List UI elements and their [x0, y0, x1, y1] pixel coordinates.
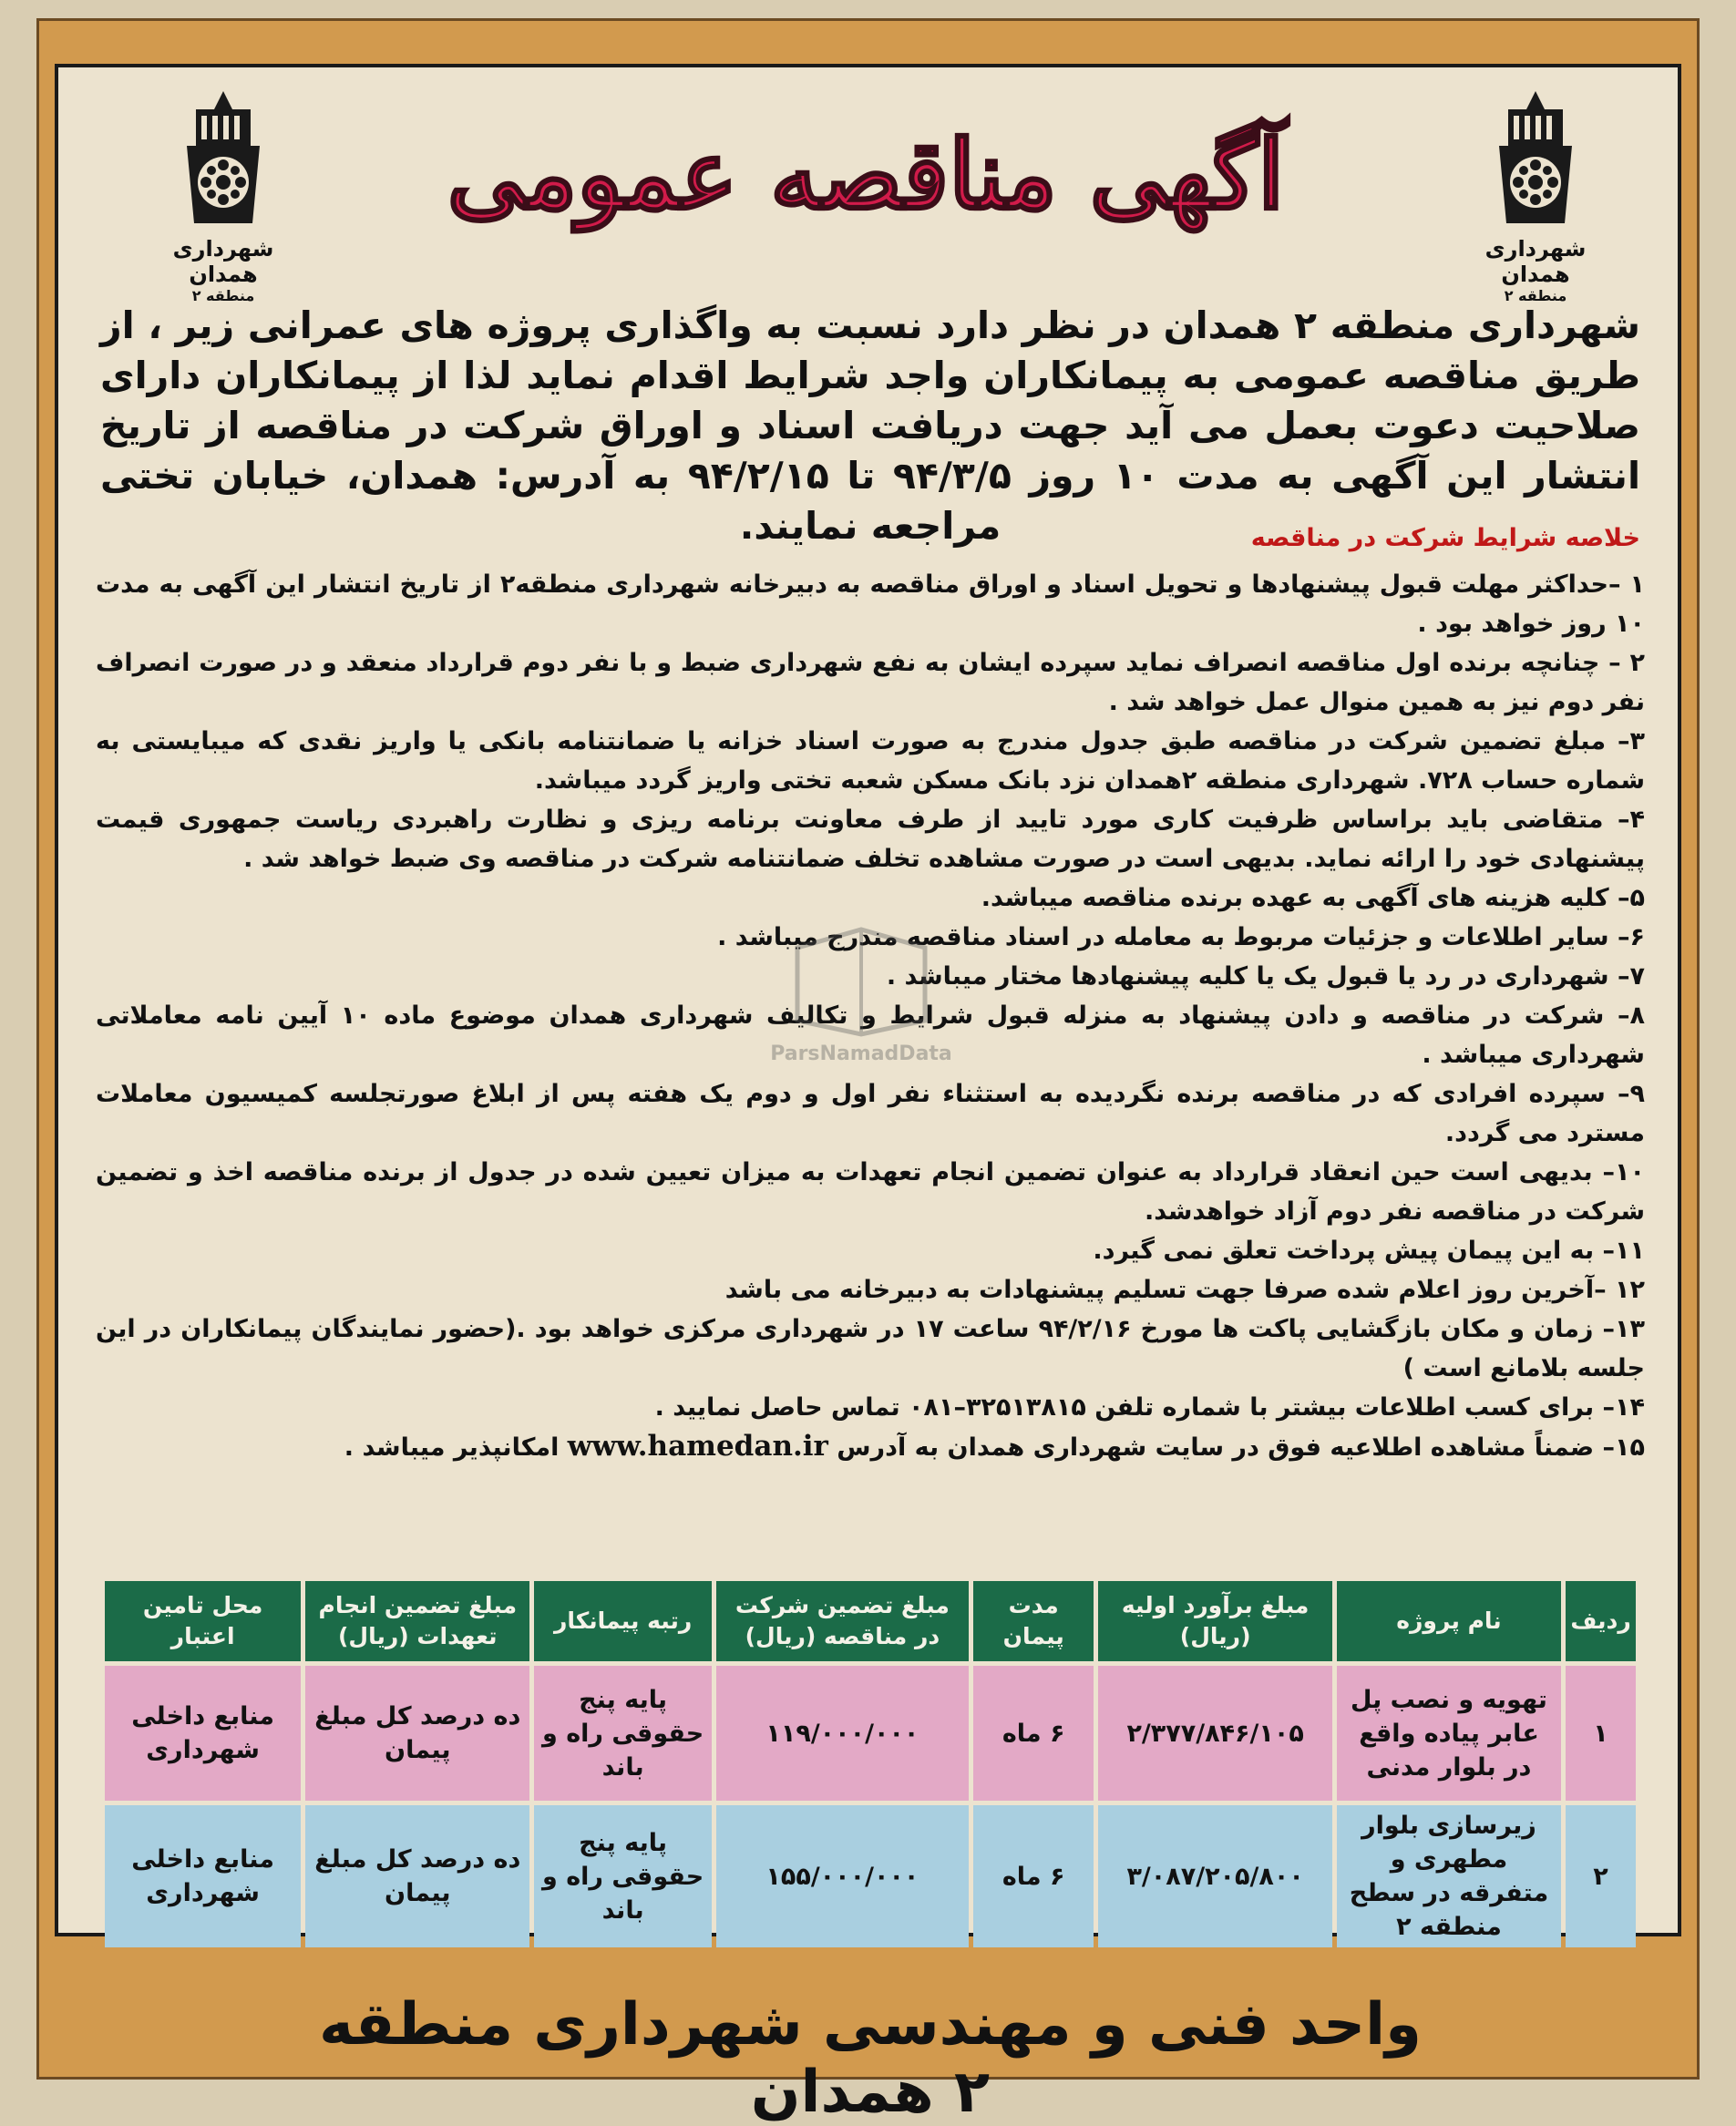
header-cell: محل تامین اعتبار: [105, 1581, 301, 1661]
header-cell: رتبه پیمانکار: [534, 1581, 711, 1661]
cell-duration: ۶ ماه: [973, 1666, 1094, 1801]
watermark: [693, 920, 1030, 1103]
condition-item: ۱۱– به این پیمان پیش پرداخت تعلق نمی گیرد.: [1093, 1237, 1645, 1265]
condition-item: ۸– شرکت در مناقصه و دادن پیشنهاد به منزله قبول شرایط و تکالیف شهرداری همدان موضوع ماده ۱۰ آیین نامه معاملاتی شهرداری میباشد .: [96, 1001, 1645, 1069]
projects-table: [100, 1577, 1640, 1952]
cell-performance-guarantee: ده درصد کل مبلغ پیمان: [305, 1805, 529, 1947]
condition-item: ۱۰– بدیهی است حین انعقاد قرارداد به عنوان تضمین انجام تعهدات به میزان تعیین شده در جدول از برنده مناقصه اخذ و تضمین شرکت در مناقصه نفر دوم آزاد خواهدشد.: [96, 1158, 1645, 1226]
footer-department: واحد فنی و مهندسی شهرداری منطقه ۲ همدان: [319, 1991, 1422, 2126]
cell-contractor-rank: پایه پنج حقوقی راه و باند: [534, 1666, 711, 1801]
header-cell: ردیف: [1566, 1581, 1636, 1661]
table-header-row: [105, 1581, 1636, 1661]
table-row: [105, 1666, 1636, 1801]
municipality-logo-left: [137, 87, 310, 304]
condition-item: ۱۲ –آخرین روز اعلام شده صرفا جهت تسلیم پیشنهادات به دبیرخانه می باشد: [724, 1276, 1645, 1304]
condition-item: ۶– سایر اطلاعات و جزئیات مربوط به معامله در اسناد مناقصه مندرج میباشد .: [717, 923, 1645, 951]
cell-row-number: ۲: [1566, 1805, 1636, 1947]
table-row: [105, 1805, 1636, 1947]
condition-item: ۵– کلیه هزینه های آگهی به عهده برنده مناقصه میباشد.: [981, 884, 1645, 912]
ad-title: آگهی مناقصه عمومی: [447, 118, 1285, 231]
header-cell: مبلغ برآورد اولیه (ریال): [1098, 1581, 1332, 1661]
cell-estimate: ۳/۰۸۷/۲۰۵/۸۰۰: [1098, 1805, 1332, 1947]
logo-name: شهرداری همدان: [172, 236, 274, 287]
header-cell: مبلغ تضمین انجام تعهدات (ریال): [305, 1581, 529, 1661]
condition-item: ۹– سپرده افرادی که در مناقصه برنده نگردیده به استثناء نفر اول و دوم یک هفته پس از ابلاغ صورتجلسه کمیسیون معاملات مسترد می گردد.: [96, 1080, 1645, 1147]
condition-item: ۷– شهرداری در رد یا قبول یک یا کلیه پیشنهادها مختار میباشد .: [886, 962, 1645, 991]
cell-project-name: تهویه و نصب پل عابر پیاده واقع در بلوار مدنی: [1337, 1666, 1561, 1801]
watermark-book-icon: [788, 920, 934, 1039]
condition-text-after: امکانپذیر میباشد .: [344, 1433, 560, 1462]
condition-item: ۱۳– زمان و مکان بازگشایی پاکت ها مورخ ۹۴/۲/۱۶ ساعت ۱۷ در شهرداری مرکزی خواهد بود .(حضور نمایندگان پیمانکاران در این جلسه بلامانع است ): [96, 1315, 1646, 1382]
conditions-heading: خلاصه شرایط شرکت در مناقصه: [1250, 524, 1640, 552]
cell-bid-guarantee: ۱۵۵/۰۰۰/۰۰۰: [716, 1805, 969, 1947]
cell-funding-source: منابع داخلی شهرداری: [105, 1666, 301, 1801]
condition-item: ۲ – چنانچه برنده اول مناقصه انصراف نماید سپرده ایشان به نفع شهرداری ضبط و با نفر دوم قرارداد منعقد و در صورت انصراف نفر دوم نیز به همین منوال عمل خواهد شد .: [96, 649, 1645, 716]
cell-bid-guarantee: ۱۱۹/۰۰۰/۰۰۰: [716, 1666, 969, 1801]
logo-zone: منطقه ۲: [191, 287, 255, 304]
condition-text-before: ۱۵– ضمناً مشاهده اطلاعیه فوق در سایت شهرداری همدان به آدرس: [837, 1433, 1645, 1462]
condition-item: ۱ –حداکثر مهلت قبول پیشنهادها و تحویل اسناد و اوراق مناقصه به دبیرخانه شهرداری منطقه۲ از تاریخ انتشار این آگهی به مدت ۱۰ روز خواهد بود .: [96, 570, 1645, 638]
header-cell: مدت پیمان: [973, 1581, 1094, 1661]
municipality-emblem-icon: [169, 87, 278, 232]
intro-paragraph: شهرداری منطقه ۲ همدان در نظر دارد نسبت به واگذاری پروژه های عمرانی زیر ، از طریق مناقصه عمومی به پیمانکاران واجد شرایط اقدام نماید لذا از پیمانکاران دارای صلاحیت دعوت بعمل می آید جهت دریافت اسناد و اوراق شرکت در مناقصه از تاریخ انتشار این آگهی به مدت ۱۰ روز ۹۴/۳/۵ تا ۹۴/۲/۱۵ به آدرس: همدان، خیابان تختی مراجعه نمایند.: [100, 303, 1640, 548]
watermark-text: ParsNamadData: [770, 1042, 952, 1065]
website-link[interactable]: www.hamedan.ir: [567, 1430, 828, 1463]
cell-contractor-rank: پایه پنج حقوقی راه و باند: [534, 1805, 711, 1947]
logo-zone: منطقه ۲: [1504, 287, 1567, 304]
municipality-emblem-icon: [1481, 87, 1590, 232]
condition-item: ۴– متقاضی باید براساس ظرفیت کاری مورد تایید از طرف معاونت برنامه ریزی و نظارت راهبردی ریاست جمهوری قیمت پیشنهادی خود را ارائه نماید. بدیهی است در صورت مشاهده تخلف ضمانتنامه شرکت در مناقصه وی ضبط خواهد شد .: [96, 806, 1645, 873]
condition-item: ۳– مبلغ تضمین شرکت در مناقصه طبق جدول مندرج به صورت اسناد خزانه یا ضمانتنامه بانکی یا واریز نقدی که میبایستی به شماره حساب ۷۲۸. شهرداری منطقه ۲همدان نزد بانک مسکن شعبه تختی واریز گردد میباشد.: [96, 727, 1645, 795]
cell-performance-guarantee: ده درصد کل مبلغ پیمان: [305, 1666, 529, 1801]
condition-item: ۱۴– برای کسب اطلاعات بیشتر با شماره تلفن ۳۲۵۱۳۸۱۵–۰۸۱ تماس حاصل نمایید .: [654, 1393, 1645, 1422]
municipality-logo-right: [1449, 87, 1622, 304]
cell-estimate: ۲/۳۷۷/۸۴۶/۱۰۵: [1098, 1666, 1332, 1801]
cell-funding-source: منابع داخلی شهرداری: [105, 1805, 301, 1947]
logo-name: شهرداری همدان: [1484, 236, 1587, 287]
cell-row-number: ۱: [1566, 1666, 1636, 1801]
header-cell: نام پروژه: [1337, 1581, 1561, 1661]
condition-item: [96, 1427, 1645, 1467]
cell-duration: ۶ ماه: [973, 1805, 1094, 1947]
cell-project-name: زیرسازی بلوار مطهری و متفرقه در سطح منطقه ۲: [1337, 1805, 1561, 1947]
header-cell: مبلغ تضمین شرکت در مناقصه (ریال): [716, 1581, 969, 1661]
